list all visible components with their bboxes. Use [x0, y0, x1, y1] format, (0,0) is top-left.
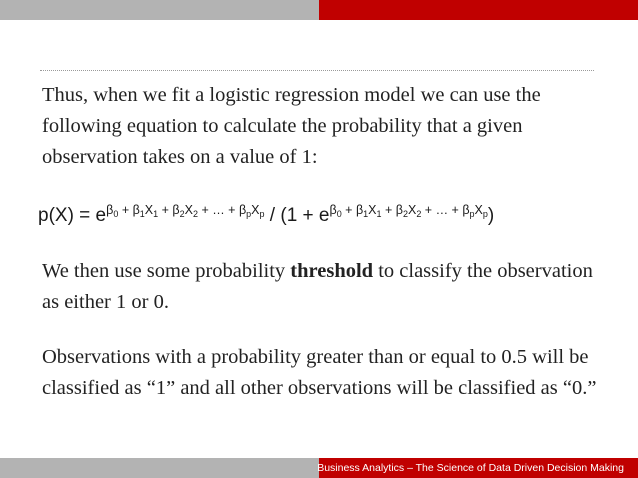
top-bar-gray	[0, 0, 319, 20]
threshold-text-after: to classify the observation as either 1 or 0.	[42, 260, 593, 313]
equation-middle: / (1 + e	[264, 205, 330, 226]
bottom-bar-gray	[0, 458, 319, 478]
equation-close: )	[487, 205, 495, 226]
title-divider	[40, 70, 594, 71]
equation-lhs: p(X) = e	[38, 205, 107, 226]
threshold-keyword: threshold	[290, 260, 374, 282]
top-bar-red	[319, 0, 638, 20]
threshold-paragraph	[42, 256, 602, 318]
equation-exponent-2: β0 + β1X1 + β2X2 + … + βpXp	[329, 203, 488, 219]
classification-paragraph: Observations with a probability greater than or equal to 0.5 will be classified as “1” and all other observations will be classified as “0.”	[42, 346, 597, 399]
logistic-equation	[38, 194, 598, 226]
footer-text: Business Analytics – The Science of Data Driven Decision Making	[317, 462, 624, 474]
intro-paragraph: Thus, when we fit a logistic regression model we can use the following equation to calculate the probability that a given observation takes on a value of 1:	[42, 84, 541, 168]
threshold-text-before: We then use some probability	[42, 260, 291, 282]
equation-exponent-1: β0 + β1X1 + β2X2 + … + βpXp	[106, 203, 265, 219]
